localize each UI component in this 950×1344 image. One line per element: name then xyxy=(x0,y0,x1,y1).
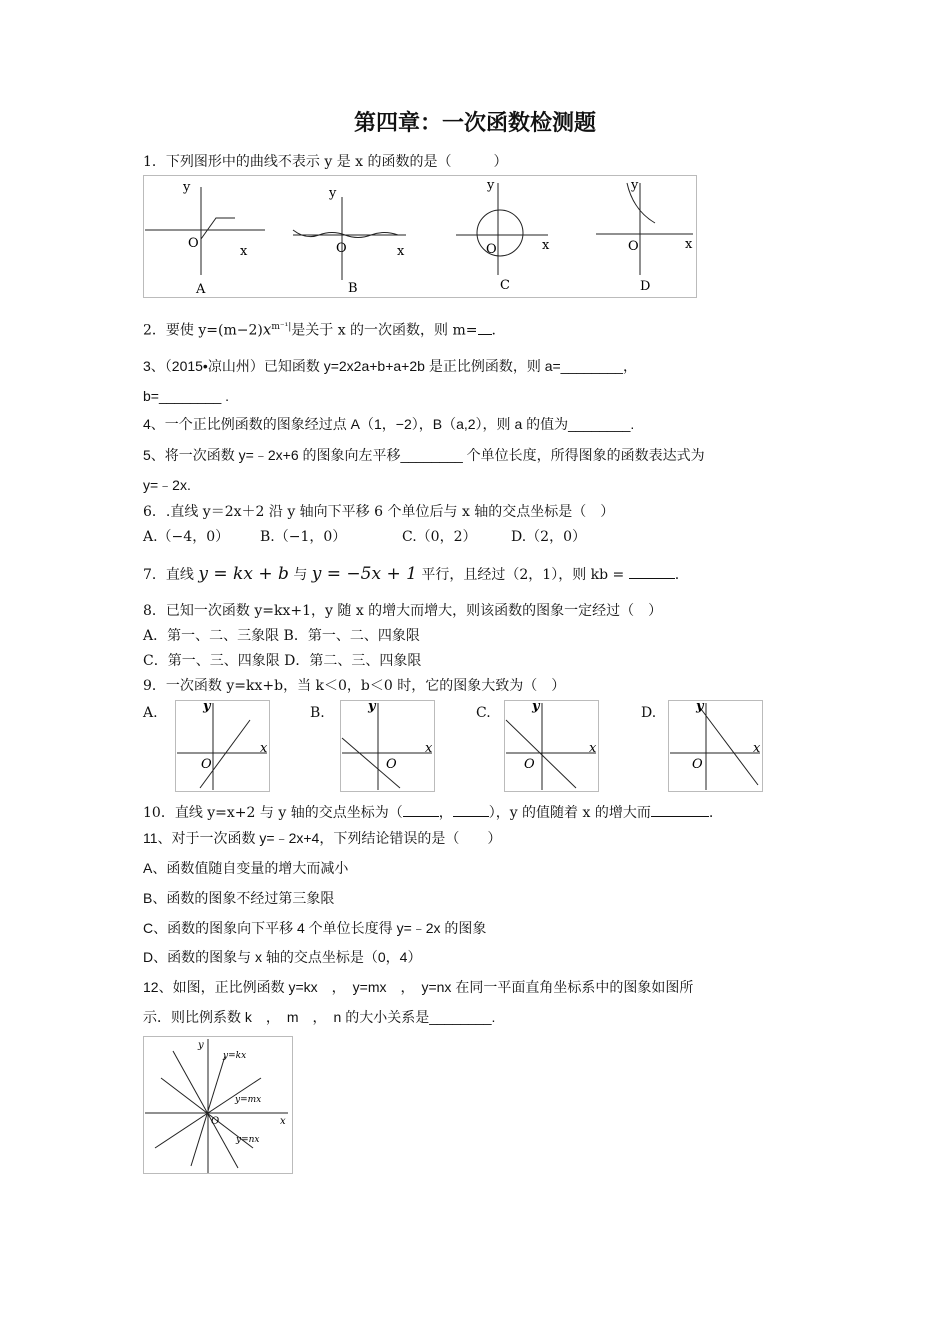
svg-text:y: y xyxy=(203,700,211,714)
q4: 4、一个正比例函数的图象经过点 A（1，−2），B（a,2），则 a 的值为________. xyxy=(143,416,635,432)
q6-opt-c: C.（0，2） xyxy=(402,529,477,545)
svg-text:O: O xyxy=(628,239,639,254)
q1-label-c: C xyxy=(500,278,510,293)
q1-graph-c xyxy=(456,178,550,293)
q11-opt-c: C、函数的图象向下平移 4 个单位长度得 y=﹣2x 的图象 xyxy=(143,920,487,936)
q6-stem: 6．.直线 y＝2x＋2 沿 y 轴向下平移 6 个单位后与 x 轴的交点坐标是（ ） xyxy=(143,504,615,520)
q9-graph-b xyxy=(340,700,435,796)
q6-opt-d: D.（2，0） xyxy=(511,529,586,545)
svg-text:y: y xyxy=(368,700,376,714)
svg-text:y: y xyxy=(329,186,337,201)
q1-graph-d xyxy=(596,178,693,294)
q9-label-b: B. xyxy=(310,705,325,721)
q10: 10．直线 y=x+2 与 y 轴的交点坐标为（ ， ），y 的值随着 x 的增大而 . xyxy=(143,802,713,822)
q1-graph-a xyxy=(145,180,265,297)
svg-text:O: O xyxy=(188,236,199,251)
q1-label-d: D xyxy=(640,279,651,294)
svg-text:O: O xyxy=(524,757,535,772)
q6-opt-a: A.（−4，0） xyxy=(143,529,230,545)
q11-stem: 11、对于一次函数 y=﹣2x+4，下列结论错误的是（ ） xyxy=(143,830,502,846)
svg-text:x: x xyxy=(753,741,761,756)
q5-line2: y=﹣2x. xyxy=(143,477,191,493)
q9-graph-a xyxy=(175,700,270,796)
q6-opt-b: B.（−1，0） xyxy=(260,529,347,545)
svg-text:O: O xyxy=(386,757,397,772)
q9-label-c: C. xyxy=(476,705,491,721)
q3-line2: b=________ . xyxy=(143,388,230,404)
q8-stem: 8．已知一次函数 y=kx+1，y 随 x 的增大而增大，则该函数的图象一定经过（ ） xyxy=(143,603,663,619)
q1-label-a: A xyxy=(196,282,206,297)
label-kx: y=kx xyxy=(223,1051,247,1061)
svg-text:x: x xyxy=(685,237,693,252)
svg-text:O: O xyxy=(201,757,212,772)
svg-text:x: x xyxy=(280,1116,286,1127)
svg-text:O: O xyxy=(336,241,347,256)
svg-text:y: y xyxy=(183,180,191,195)
q1-label-b: B xyxy=(348,281,358,296)
q9-stem: 9．一次函数 y=kx+b，当 k＜0，b＜0 时，它的图象大致为（ ） xyxy=(143,678,566,694)
q5-line1: 5、将一次函数 y=﹣2x+6 的图象向左平移________ 个单位长度，所得图象的函数表达式为 xyxy=(143,447,705,463)
q1-figure xyxy=(143,175,697,302)
svg-text:y: y xyxy=(198,1040,204,1051)
svg-text:O: O xyxy=(211,1116,220,1127)
svg-text:x: x xyxy=(589,741,597,756)
q12-figure xyxy=(143,1036,293,1178)
svg-text:y: y xyxy=(631,178,639,193)
q9-label-d: D. xyxy=(641,705,657,721)
q11-opt-b: B、函数的图象不经过第三象限 xyxy=(143,890,335,906)
q12-line1: 12、如图，正比例函数 y=kx ， y=mx ， y=nx 在同一平面直角坐标系中的图象如图所 xyxy=(143,979,694,995)
q1-graph-b xyxy=(293,186,406,296)
svg-text:x: x xyxy=(240,244,248,259)
q11-opt-d: D、函数的图象与 x 轴的交点坐标是（0，4） xyxy=(143,949,422,965)
q3-line1: 3、（2015•凉山州）已知函数 y=2x2a+b+a+2b 是正比例函数，则 a=________， xyxy=(143,358,637,374)
q9-graph-d xyxy=(668,700,763,796)
q8-opts-2: C．第一、三、四象限 D．第二、三、四象限 xyxy=(143,653,422,669)
page-title: 第四章：一次函数检测题 xyxy=(353,111,596,136)
svg-text:y: y xyxy=(487,178,495,193)
label-mx: y=mx xyxy=(235,1095,262,1105)
svg-text:x: x xyxy=(425,741,433,756)
svg-text:O: O xyxy=(486,242,497,257)
q8-opts-1: A．第一、二、三象限 B．第一、二、四象限 xyxy=(143,628,420,644)
svg-text:O: O xyxy=(692,757,703,772)
q9-label-a: A. xyxy=(143,705,158,721)
q11-opt-a: A、函数值随自变量的增大而减小 xyxy=(143,860,349,876)
q9-graph-c xyxy=(504,700,599,796)
q7: 7．直线 y = kx + b 与 y = −5x + 1 平行，且经过（2，1），则 kb = . xyxy=(143,564,680,584)
q12-line2: 示．则比例系数 k ， m ， n 的大小关系是________. xyxy=(143,1009,496,1025)
svg-text:x: x xyxy=(397,244,405,259)
q1-stem: 1．下列图形中的曲线不表示 y 是 x 的函数的是（ ） xyxy=(143,154,508,170)
q2: 2．要使 $y=(m-2)x^{m^{-1}|}$是关于 x 的一次函数，则 m= . xyxy=(143,320,496,339)
svg-text:x: x xyxy=(260,741,268,756)
svg-text:y: y xyxy=(532,700,540,714)
label-nx: y=nx xyxy=(236,1135,260,1145)
svg-text:x: x xyxy=(542,238,550,253)
svg-text:y: y xyxy=(696,700,704,714)
